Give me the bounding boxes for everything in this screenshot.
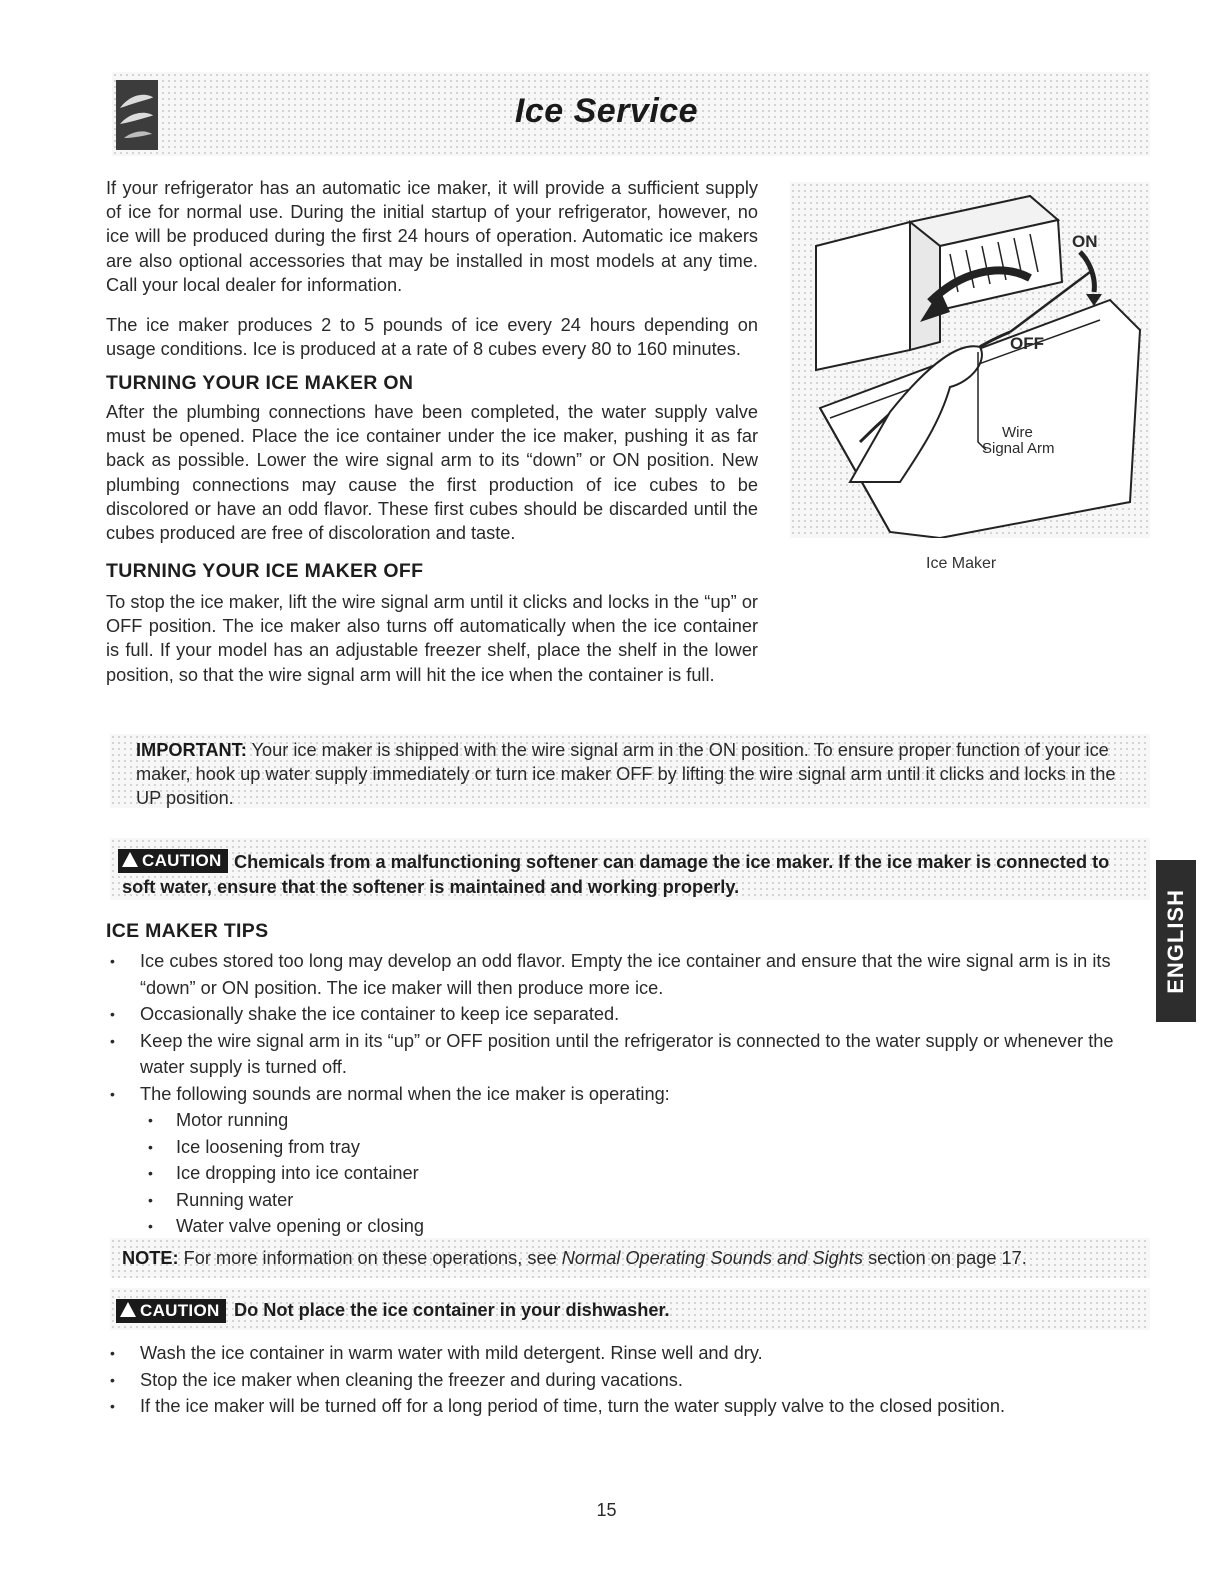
label-off: OFF [1010, 334, 1044, 353]
language-tab [1156, 860, 1196, 1022]
tip-item: • Keep the wire signal arm in its “up” or OFF position until the refrigerator is connected to the water supply or whenever the water supply is turned off. [106, 1028, 1146, 1081]
sound-item: • Ice loosening from tray [106, 1134, 1146, 1161]
caution-badge-label: CAUTION [140, 1301, 220, 1320]
tip-item: • Occasionally shake the ice container to keep ice separated. [106, 1001, 1146, 1028]
heading-turning-off: TURNING YOUR ICE MAKER OFF [106, 560, 424, 582]
sound-item: • Running water [106, 1187, 1146, 1214]
caution-softener-text: Chemicals from a malfunctioning softener can damage the ice maker. If the ice maker is connected to soft water, ensure that the softener is maintained and working properly. [122, 852, 1110, 897]
tip-item: • Ice cubes stored too long may develop an odd flavor. Empty the ice container and ensure that the wire signal arm is in its “down” or ON position. The ice maker will then produce more ice. [106, 948, 1146, 1001]
caution-badge-label: CAUTION [142, 851, 222, 870]
caution-badge [116, 1299, 226, 1323]
important-text: Your ice maker is shipped with the wire signal arm in the ON position. To ensure proper function of your ice maker, hook up water supply immediately or turn ice maker OFF by lifting the wire signal arm until it clicks and locks in the UP position. [136, 740, 1116, 809]
note-text: For more information on these operations, see [178, 1248, 562, 1268]
page-number: 15 [596, 1500, 617, 1520]
important-notice [136, 738, 1126, 811]
note-section-reference: Normal Operating Sounds and Sights [561, 1248, 864, 1268]
heading-turning-on: TURNING YOUR ICE MAKER ON [106, 372, 414, 394]
caution-badge [118, 849, 228, 873]
language-tab-label: ENGLISH [1163, 888, 1188, 994]
intro-paragraph-1: If your refrigerator has an automatic ice maker, it will provide a sufficient supply of ice for normal use. During the initial startup of your refrigerator, however, no ice will be produced during the first 24 hours of operation. Automatic ice makers are also optional accessories that may be installed in most models at any time. Call your local dealer for information. [106, 178, 758, 295]
sound-item: • Ice dropping into ice container [106, 1160, 1146, 1187]
note [122, 1248, 1027, 1269]
label-on: ON [1072, 232, 1098, 251]
ice-maker-illustration [790, 182, 1150, 538]
cleaning-item: • Wash the ice container in warm water with mild detergent. Rinse well and dry. [106, 1340, 1146, 1367]
warning-triangle-icon [122, 852, 138, 867]
important-label: IMPORTANT: [136, 740, 247, 760]
turning-off-paragraph: To stop the ice maker, lift the wire signal arm until it clicks and locks in the “up” or OFF position. The ice maker also turns off automatically when the ice container is full. If your model has an adjustable freezer shelf, place the shelf in the lower position, so that the wire signal arm will hit the ice when the container is full. [106, 592, 758, 685]
page-title: Ice Service [514, 92, 699, 130]
cleaning-list [106, 1340, 1146, 1420]
illustration-caption: Ice Maker [926, 555, 997, 572]
tip-item: • The following sounds are normal when the ice maker is operating: [106, 1081, 1146, 1108]
label-wire: Wire [1002, 424, 1033, 441]
turning-on-paragraph: After the plumbing connections have been completed, the water supply valve must be opened. Place the ice container under the ice maker, pushing it as far back as possible. Lower the wire signal arm to its “down” or ON position. New plumbing connections may cause the first production of ice cubes to be discolored or have an odd flavor. These first cubes should be discarded until the cubes produced are free of discoloration and taste. [106, 402, 758, 544]
warning-triangle-icon [120, 1302, 136, 1317]
intro-paragraph-2: The ice maker produces 2 to 5 pounds of ice every 24 hours depending on usage conditions. Ice is produced at a rate of 8 cubes every 80 to 160 minutes. [106, 315, 758, 360]
cleaning-item: • Stop the ice maker when cleaning the freezer and during vacations. [106, 1367, 1146, 1394]
note-label: NOTE: [122, 1248, 179, 1268]
caution-dishwasher-text: Do Not place the ice container in your dishwasher. [234, 1300, 670, 1320]
heading-ice-maker-tips: ICE MAKER TIPS [106, 920, 269, 942]
cleaning-item: • If the ice maker will be turned off for a long period of time, turn the water supply valve to the closed position. [106, 1393, 1146, 1420]
note-text-end: section on page 17. [863, 1248, 1027, 1268]
sound-item: • Water valve opening or closing [106, 1213, 1146, 1240]
sound-item: • Motor running [106, 1107, 1146, 1134]
tips-list [106, 948, 1146, 1240]
label-signal-arm: Signal Arm [982, 440, 1055, 457]
